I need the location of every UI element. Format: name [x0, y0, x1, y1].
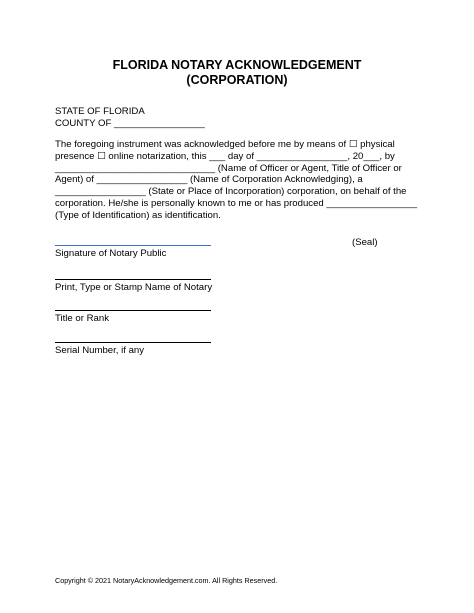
paragraph-line: Agent) of _________________ (Name of Corporation Acknowledging), a [55, 174, 363, 186]
paragraph-line: presence ☐ online notarization, this ___ day of _________________, 20___, by [55, 150, 395, 162]
paragraph-line: ______________________________ (Name of Officer or Agent, Title of Officer or [55, 162, 402, 174]
copyright-footer: Copyright © 2021 NotaryAcknowledgement.com. All Rights Reserved. [55, 576, 278, 585]
paragraph-line: (Type of Identification) as identification. [55, 209, 221, 221]
document-title: FLORIDA NOTARY ACKNOWLEDGEMENT [112, 58, 362, 72]
state-line: STATE OF FLORIDA [55, 106, 145, 117]
seal-label: (Seal) [352, 237, 378, 248]
document-subtitle: (CORPORATION) [186, 73, 288, 87]
title-rank-line [55, 310, 211, 311]
notary-name-label: Print, Type or Stamp Name of Notary [55, 282, 213, 293]
serial-number-line [55, 342, 211, 343]
notary-signature-label: Signature of Notary Public [55, 248, 167, 259]
serial-number-label: Serial Number, if any [55, 345, 145, 356]
county-line: COUNTY OF _________________ [55, 118, 205, 129]
title-rank-label: Title or Rank [55, 313, 110, 324]
paragraph-line: _________________ (State or Place of Incorporation) corporation, on behalf of the [55, 186, 407, 198]
notary-name-line [55, 279, 211, 280]
paragraph-line: corporation. He/she is personally known to me or has produced _________________ [55, 197, 418, 209]
paragraph-line: The foregoing instrument was acknowledged before me by means of ☐ physical [55, 139, 395, 150]
acknowledgement-paragraph [55, 139, 425, 222]
notary-signature-line [55, 245, 211, 246]
